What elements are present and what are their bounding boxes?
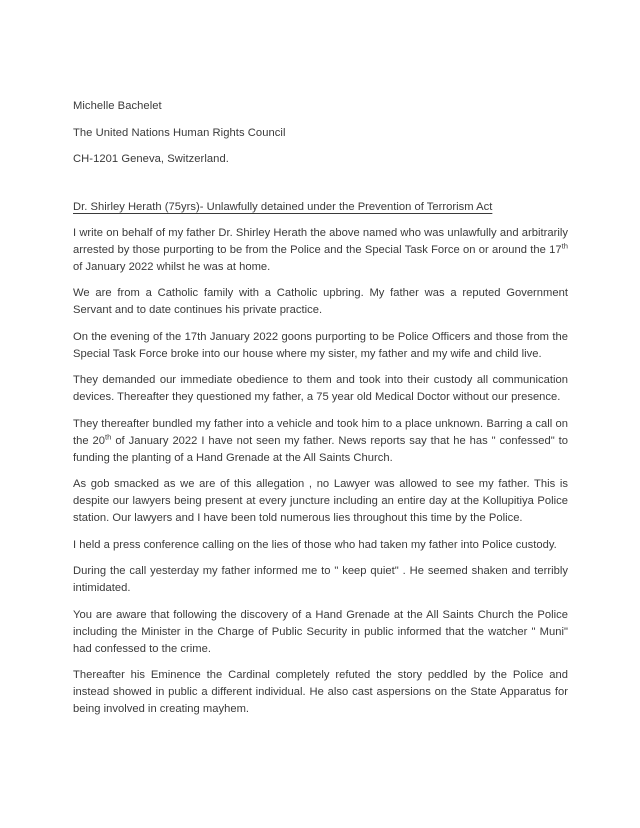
document-paragraph: I write on behalf of my father Dr. Shirley Herath the above named who was unlawfully and arbitrarily arrested by those purporting to be from the Police and the Special Task Force on or around the 17th of January 2022 whilst he was at home. bbox=[73, 226, 568, 273]
document-paragraph: They thereafter bundled my father into a vehicle and took him to a place unknown. Barring a call on the 20th of January 2022 I have not seen my father. News reports say that he has " confessed" to funding the planting of a Hand Grenade at the All Saints Church. bbox=[73, 417, 568, 464]
document-paragraph: On the evening of the 17th January 2022 goons purporting to be Police Officers and those from the Special Task Force broke into our house where my sister, my father and my wife and child live. bbox=[73, 330, 568, 360]
document-paragraph: You are aware that following the discovery of a Hand Grenade at the All Saints Church the Police including the Minister in the Charge of Public Security in public informed that the watcher " Muni" had confessed to the crime. bbox=[73, 608, 568, 655]
recipient-address-block bbox=[73, 98, 568, 168]
recipient-name: Michelle Bachelet bbox=[73, 100, 162, 112]
document-paragraph: During the call yesterday my father informed me to " keep quiet" . He seemed shaken and terribly intimidated. bbox=[73, 565, 568, 594]
document-paragraph: I held a press conference calling on the lies of those who had taken my father into Police custody. bbox=[73, 538, 557, 551]
document-heading-text: Dr. Shirley Herath (75yrs)- Unlawfully detained under the Prevention of Terrorism Act bbox=[73, 200, 493, 213]
recipient-address: CH-1201 Geneva, Switzerland. bbox=[73, 153, 229, 165]
document-paragraph: Thereafter his Eminence the Cardinal completely refuted the story peddled by the Police and instead showed in public a different individual. He also cast aspersions on the State Apparatus for being involved in creating mayhem. bbox=[73, 669, 568, 715]
document-paragraph: They demanded our immediate obedience to them and took into their custody all communication devices. Thereafter they questioned my father, a 75 year old Medical Doctor without our presence. bbox=[73, 374, 568, 403]
paragraph-list bbox=[73, 225, 568, 719]
heading-spacer bbox=[73, 178, 568, 199]
recipient-organization: The United Nations Human Rights Council bbox=[73, 126, 286, 139]
ordinal-superscript: th bbox=[561, 240, 568, 250]
document-paragraph: We are from a Catholic family with a Catholic upbring. My father was a reputed Government Servant and to date continues his private practice. bbox=[73, 287, 568, 316]
document-body bbox=[73, 98, 568, 718]
ordinal-superscript: th bbox=[105, 431, 112, 441]
document-paragraph: As gob smacked as we are of this allegation , no Lawyer was allowed to see my father. This is despite our lawyers being present at every juncture including an entire day at the Kollupitiya Police station. Our lawyers and I have been told numerous lies throughout this time by the Police. bbox=[73, 478, 568, 524]
document-heading bbox=[73, 199, 568, 216]
